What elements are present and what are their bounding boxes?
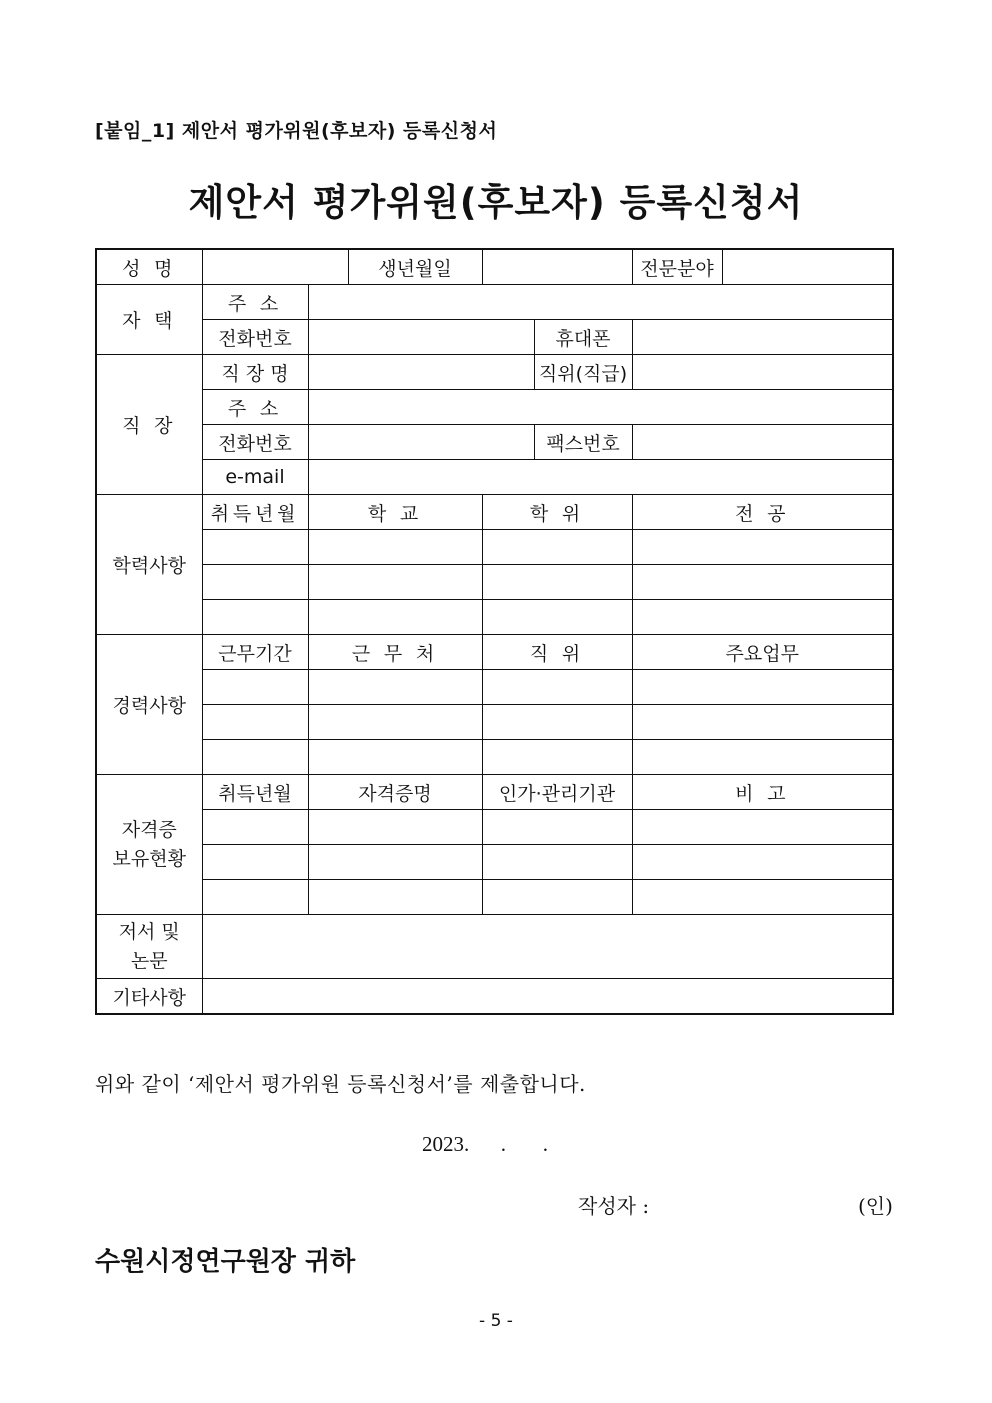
career-cell[interactable] [308,740,482,775]
certificate-cell[interactable] [202,810,308,845]
career-cell[interactable] [202,705,308,740]
work-address-input-cell[interactable] [308,390,893,425]
row-work-phone [96,425,893,460]
publications-label-line2: 논문 [130,949,168,972]
other-input-cell[interactable] [202,979,893,1015]
certificate-cell[interactable] [482,880,632,915]
writer-label: 작성자 : [578,1194,650,1218]
certificate-header: 인가·관리기관 [482,775,632,810]
career-cell[interactable] [482,670,632,705]
education-header: 전 공 [632,495,893,530]
certificate-cell[interactable] [632,845,893,880]
certificate-label-line2: 보유현황 [112,847,186,870]
career-cell[interactable] [632,740,893,775]
career-cell[interactable] [482,740,632,775]
education-cell[interactable] [632,565,893,600]
work-name-label: 직 장 명 [202,355,308,390]
career-cell[interactable] [202,740,308,775]
registration-form-table [95,248,894,1015]
birth-input-cell[interactable] [482,249,632,285]
document-title: 제안서 평가위원(후보자) 등록신청서 [188,181,804,224]
publications-label [96,915,202,979]
education-row [96,530,893,565]
certificate-row [96,845,893,880]
mobile-input-cell[interactable] [632,320,893,355]
education-cell[interactable] [632,600,893,635]
field-input-cell[interactable] [722,249,893,285]
submission-statement: 위와 같이 ‘제안서 평가위원 등록신청서’를 제출합니다. [95,1072,586,1096]
attachment-label: [붙임_1] 제안서 평가위원(후보자) 등록신청서 [95,120,498,142]
email-input-cell[interactable] [308,460,893,495]
career-cell[interactable] [632,705,893,740]
fax-input-cell[interactable] [632,425,893,460]
certificate-cell[interactable] [482,845,632,880]
education-cell[interactable] [482,600,632,635]
career-cell[interactable] [202,670,308,705]
certificate-cell[interactable] [202,880,308,915]
name-input-cell[interactable] [202,249,348,285]
recipient: 수원시정연구원장 귀하 [95,1247,356,1277]
seal-label: (인) [858,1194,893,1218]
education-header-row [96,495,893,530]
certificate-label-line1: 자격증 [121,819,177,841]
career-row [96,740,893,775]
work-position-label: 직위(직급) [534,355,632,390]
certificate-cell[interactable] [308,880,482,915]
education-header: 학 위 [482,495,632,530]
education-row [96,600,893,635]
certificate-header: 비 고 [632,775,893,810]
row-email [96,460,893,495]
certificate-row [96,810,893,845]
education-header: 학 교 [308,495,482,530]
other-row [96,979,893,1015]
row-home-phone [96,320,893,355]
email-label: e-mail [202,460,308,495]
row-work-address [96,390,893,425]
mobile-label: 휴대폰 [534,320,632,355]
home-phone-label: 전화번호 [202,320,308,355]
certificate-cell[interactable] [482,810,632,845]
career-cell[interactable] [632,670,893,705]
certificate-cell[interactable] [308,810,482,845]
career-row [96,670,893,705]
row-work-name [96,355,893,390]
home-address-label: 주 소 [202,285,308,320]
date-line: 2023. . . [422,1132,548,1156]
career-header: 직 위 [482,635,632,670]
career-header-row [96,635,893,670]
certificate-cell[interactable] [632,810,893,845]
name-label: 성 명 [96,249,202,285]
fax-label: 팩스번호 [534,425,632,460]
field-label: 전문분야 [632,249,722,285]
certificate-row [96,880,893,915]
career-cell[interactable] [308,705,482,740]
publications-row [96,915,893,979]
certificate-header: 자격증명 [308,775,482,810]
career-header: 주요업무 [632,635,893,670]
education-cell[interactable] [202,565,308,600]
work-phone-input-cell[interactable] [308,425,534,460]
page-number: - 5 - [479,1311,513,1331]
certificate-cell[interactable] [202,845,308,880]
certificate-label [96,775,202,915]
work-name-input-cell[interactable] [308,355,534,390]
career-cell[interactable] [308,670,482,705]
row-basic-info [96,249,893,285]
career-label: 경력사항 [96,635,202,775]
other-label: 기타사항 [96,979,202,1015]
home-phone-input-cell[interactable] [308,320,534,355]
career-cell[interactable] [482,705,632,740]
education-cell[interactable] [308,530,482,565]
certificate-header: 취득년월 [202,775,308,810]
certificate-header-row [96,775,893,810]
home-label: 자 택 [96,285,202,355]
certificate-cell[interactable] [632,880,893,915]
publications-label-line1: 저서 및 [118,921,180,943]
education-cell[interactable] [308,600,482,635]
career-header: 근 무 처 [308,635,482,670]
career-header: 근무기간 [202,635,308,670]
education-cell[interactable] [482,530,632,565]
birth-label: 생년월일 [348,249,482,285]
work-label: 직 장 [96,355,202,495]
education-label: 학력사항 [96,495,202,635]
work-address-label: 주 소 [202,390,308,425]
work-phone-label: 전화번호 [202,425,308,460]
education-cell[interactable] [482,565,632,600]
row-home-address [96,285,893,320]
career-row [96,705,893,740]
education-cell[interactable] [202,600,308,635]
education-cell[interactable] [632,530,893,565]
home-address-input-cell[interactable] [308,285,893,320]
education-cell[interactable] [308,565,482,600]
education-header: 취득년월 [202,495,308,530]
publications-input-cell[interactable] [202,915,893,979]
certificate-cell[interactable] [308,845,482,880]
education-cell[interactable] [202,530,308,565]
education-row [96,565,893,600]
work-position-input-cell[interactable] [632,355,893,390]
